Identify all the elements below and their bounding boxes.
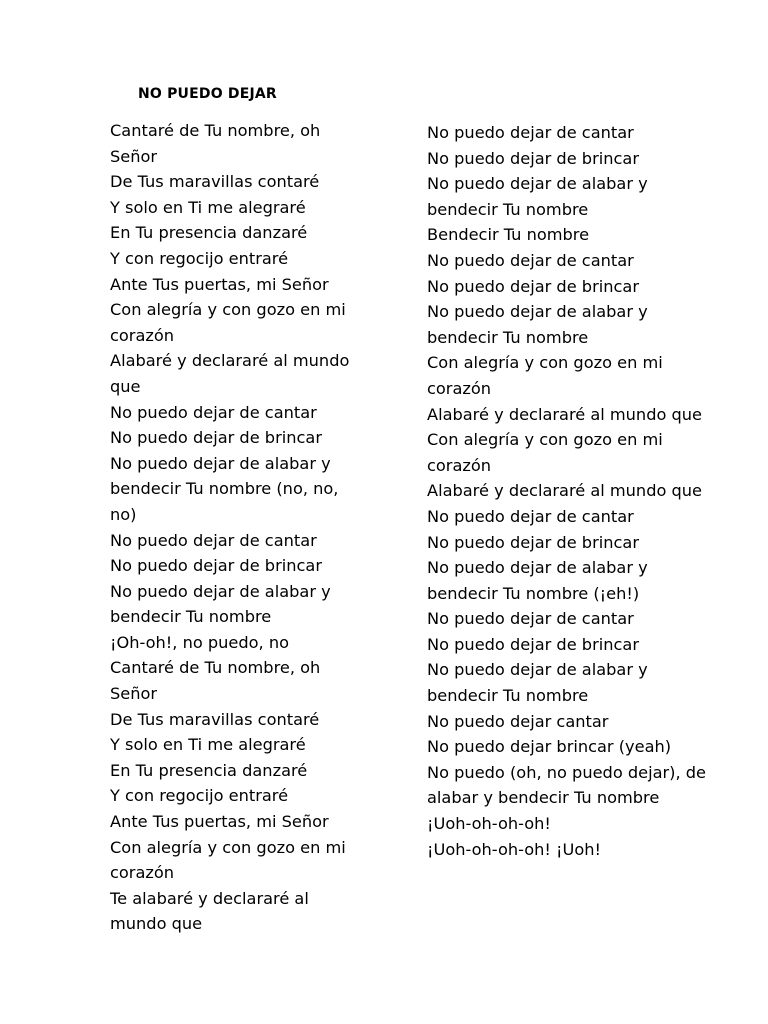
lyric-line: Y solo en Ti me alegraré <box>110 197 306 217</box>
lyric-line: Con alegría y con gozo en mi <box>110 300 346 320</box>
lyric-line: No puedo dejar cantar <box>427 711 609 731</box>
lyric-line: que <box>110 376 141 396</box>
song-title: NO PUEDO DEJAR <box>138 86 277 102</box>
lyric-line: Con alegría y con gozo en mi <box>427 353 663 373</box>
lyrics-column-right <box>427 120 747 862</box>
lyric-line: No puedo dejar de cantar <box>110 530 317 550</box>
lyric-line: No puedo dejar de cantar <box>427 609 634 629</box>
lyric-line: No puedo dejar de alabar y <box>427 660 648 680</box>
lyric-line: corazón <box>110 863 175 883</box>
lyric-line: bendecir Tu nombre (no, no, <box>110 479 339 499</box>
lyric-line: Y con regocijo entraré <box>110 786 289 806</box>
lyric-line: ¡Uoh-oh-oh-oh! <box>427 814 551 834</box>
lyric-line: Alabaré y declararé al mundo que <box>427 404 703 424</box>
lyric-line: bendecir Tu nombre <box>427 686 589 706</box>
lyric-line: bendecir Tu nombre <box>427 199 589 219</box>
lyric-line: corazón <box>110 325 175 345</box>
lyric-line: Señor <box>110 684 158 704</box>
lyric-line: corazón <box>427 378 492 398</box>
lyric-line: No puedo dejar de brincar <box>427 276 639 296</box>
lyric-line: No puedo dejar de alabar y <box>427 558 648 578</box>
lyric-line: Te alabaré y declararé al <box>110 888 309 908</box>
lyric-line: En Tu presencia danzaré <box>110 760 308 780</box>
lyric-line: No puedo dejar de brincar <box>110 556 322 576</box>
lyric-line: Señor <box>110 146 158 166</box>
lyric-line: No puedo (oh, no puedo dejar), de <box>427 762 707 782</box>
lyric-line: No puedo dejar de cantar <box>110 402 317 422</box>
lyric-line: Con alegría y con gozo en mi <box>110 837 346 857</box>
lyric-line: No puedo dejar de cantar <box>427 123 634 142</box>
lyric-line: no) <box>110 504 137 524</box>
lyric-line: bendecir Tu nombre (¡eh!) <box>427 583 640 603</box>
lyric-line: Con alegría y con gozo en mi <box>427 430 663 450</box>
lyric-line: No puedo dejar de brincar <box>110 428 322 448</box>
lyric-line: No puedo dejar de alabar y <box>427 302 648 322</box>
lyric-line: bendecir Tu nombre <box>427 327 589 347</box>
lyric-line: No puedo dejar de brincar <box>427 634 639 654</box>
lyric-line: ¡Oh-oh!, no puedo, no <box>110 632 290 652</box>
lyric-line: De Tus maravillas contaré <box>110 172 320 192</box>
lyric-line: Cantaré de Tu nombre, oh <box>110 121 321 140</box>
lyrics-column-left <box>110 118 380 937</box>
lyric-line: Ante Tus puertas, mi Señor <box>110 812 329 832</box>
lyric-line: Y solo en Ti me alegraré <box>110 735 306 755</box>
lyric-line: mundo que <box>110 914 203 934</box>
lyric-line: corazón <box>427 455 492 475</box>
lyric-line: No puedo dejar de brincar <box>427 532 639 552</box>
lyric-line: No puedo dejar de brincar <box>427 148 639 168</box>
lyric-line: bendecir Tu nombre <box>110 607 272 627</box>
lyric-line: Alabaré y declararé al mundo que <box>427 481 703 501</box>
lyric-line: No puedo dejar de cantar <box>427 250 634 270</box>
lyric-line: No puedo dejar de alabar y <box>110 581 331 601</box>
lyric-line: De Tus maravillas contaré <box>110 709 320 729</box>
lyric-line: Alabaré y declararé al mundo <box>110 351 350 371</box>
lyric-line: ¡Uoh-oh-oh-oh! ¡Uoh! <box>427 839 602 859</box>
lyric-line: En Tu presencia danzaré <box>110 223 308 243</box>
lyric-line: Cantaré de Tu nombre, oh <box>110 658 321 678</box>
lyric-line: alabar y bendecir Tu nombre <box>427 788 660 808</box>
lyric-line: No puedo dejar de alabar y <box>427 174 648 194</box>
lyric-line: No puedo dejar brincar (yeah) <box>427 737 672 757</box>
lyric-line: No puedo dejar de alabar y <box>110 453 331 473</box>
lyric-line: Y con regocijo entraré <box>110 248 289 268</box>
lyric-line: Ante Tus puertas, mi Señor <box>110 274 329 294</box>
lyric-line: Bendecir Tu nombre <box>427 225 590 245</box>
lyric-line: No puedo dejar de cantar <box>427 506 634 526</box>
